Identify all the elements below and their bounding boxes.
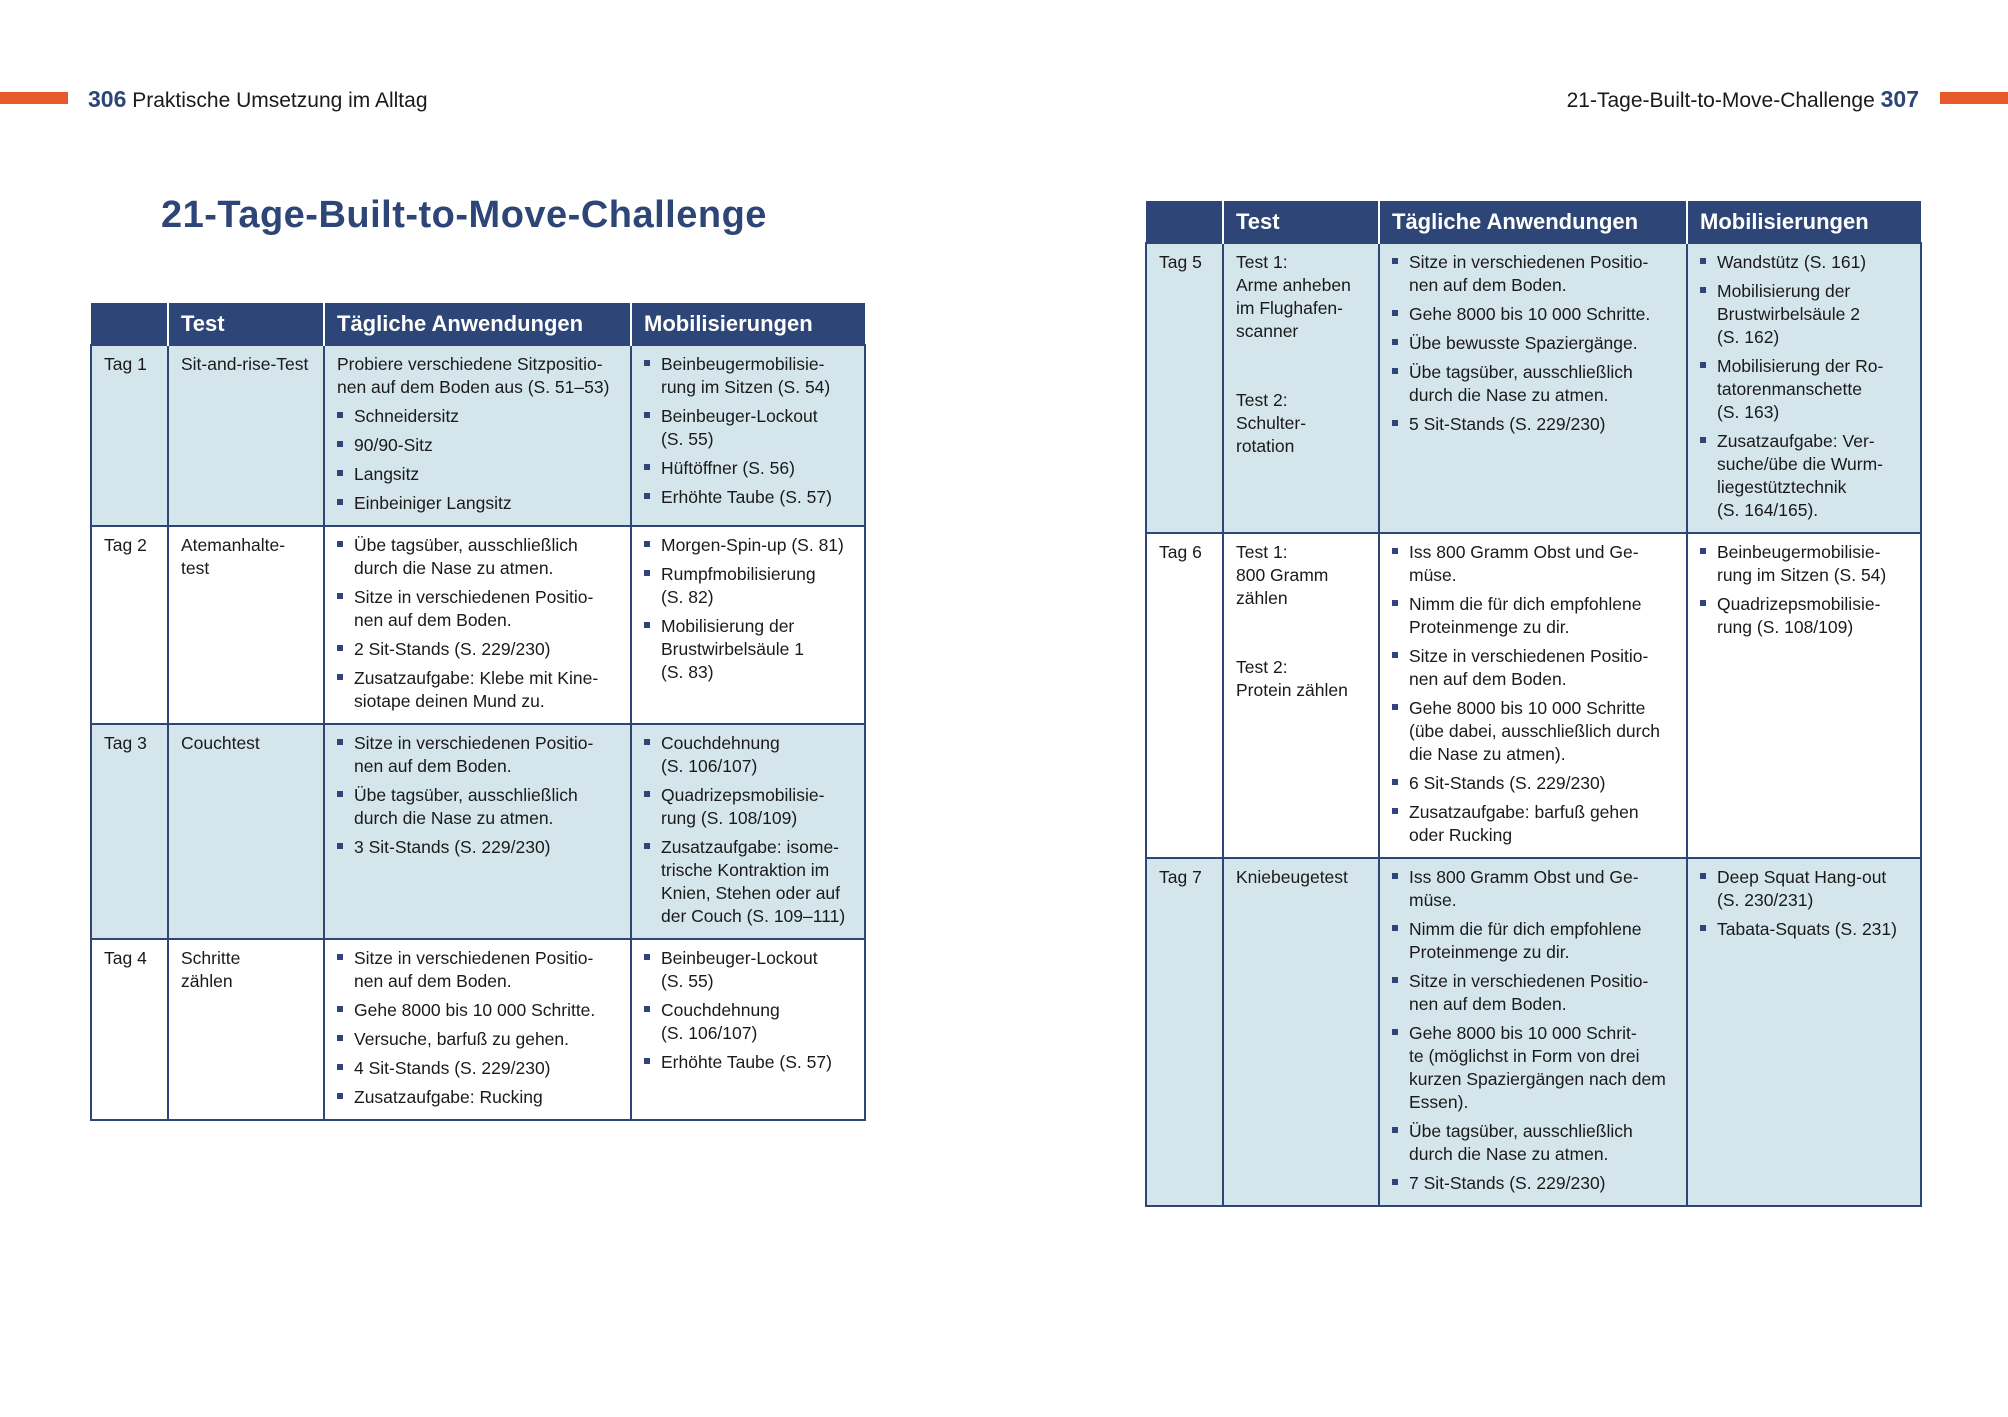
list-item: Morgen-Spin-up (S. 81) <box>644 534 852 557</box>
test-text: Test 1: Arme anheben im Flughafen- scanner <box>1236 252 1351 341</box>
applications-list <box>337 732 618 859</box>
list-item: Übe tagsüber, ausschließlich durch die Nase zu atmen. <box>1392 361 1674 407</box>
column-header: Test <box>1223 201 1379 243</box>
mobilizations-cell <box>631 724 865 939</box>
list-item: Sitze in verschiedenen Positio- nen auf dem Boden. <box>1392 970 1674 1016</box>
list-item: Zusatzaufgabe: isome- trische Kontraktion im Knien, Stehen oder auf der Couch (S. 109–111) <box>644 836 852 928</box>
list-item: 4 Sit-Stands (S. 229/230) <box>337 1057 618 1080</box>
running-head-right-text: 21-Tage-Built-to-Move-Challenge <box>1566 89 1875 112</box>
day-cell: Tag 5 <box>1146 243 1223 533</box>
list-item: Rumpfmobilisierung (S. 82) <box>644 563 852 609</box>
list-item: Übe tagsüber, ausschließlich durch die Nase zu atmen. <box>337 784 618 830</box>
header-row <box>1146 201 1921 243</box>
mobilizations-cell <box>631 345 865 526</box>
list-item: Sitze in verschiedenen Positio- nen auf dem Boden. <box>1392 251 1674 297</box>
table-row <box>91 526 865 724</box>
column-header <box>91 303 168 345</box>
list-item: Schneidersitz <box>337 405 618 428</box>
day-cell: Tag 3 <box>91 724 168 939</box>
list-item: Iss 800 Gramm Obst und Ge- müse. <box>1392 866 1674 912</box>
list-item: Beinbeugermobilisie- rung im Sitzen (S. 54) <box>1700 541 1908 587</box>
day-cell: Tag 6 <box>1146 533 1223 858</box>
list-item: Zusatzaufgabe: barfuß gehen oder Rucking <box>1392 801 1674 847</box>
daily-applications-cell <box>1379 533 1687 858</box>
list-item: Übe bewusste Spaziergänge. <box>1392 332 1674 355</box>
list-item: Nimm die für dich empfohlene Proteinmenge zu dir. <box>1392 918 1674 964</box>
mobilizations-cell <box>631 939 865 1120</box>
applications-list <box>337 405 618 515</box>
list-item: 5 Sit-Stands (S. 229/230) <box>1392 413 1674 436</box>
list-item: Übe tagsüber, ausschließlich durch die Nase zu atmen. <box>337 534 618 580</box>
applications-list <box>337 534 618 713</box>
test-cell <box>168 526 324 724</box>
list-item: Couchdehnung (S. 106/107) <box>644 732 852 778</box>
mobilizations-list <box>644 732 852 928</box>
list-item: Erhöhte Taube (S. 57) <box>644 486 852 509</box>
list-item: Gehe 8000 bis 10 000 Schritte. <box>337 999 618 1022</box>
table-row <box>91 345 865 526</box>
page-number-left: 306 <box>88 86 127 112</box>
daily-applications-cell <box>1379 243 1687 533</box>
list-item: Zusatzaufgabe: Ver- suche/übe die Wurm- liegestütztechnik (S. 164/165). <box>1700 430 1908 522</box>
list-item: Sitze in verschiedenen Positio- nen auf dem Boden. <box>337 947 618 993</box>
list-item: Gehe 8000 bis 10 000 Schrit- te (möglichst in Form von drei kurzen Spaziergängen nach dem Essen). <box>1392 1022 1674 1114</box>
mobilizations-cell <box>1687 243 1921 533</box>
test-text: Test 2: Protein zählen <box>1236 657 1348 700</box>
mobilizations-list <box>644 947 852 1074</box>
list-item: Beinbeugermobilisie- rung im Sitzen (S. 54) <box>644 353 852 399</box>
list-item: 90/90-Sitz <box>337 434 618 457</box>
list-item: Mobilisierung der Ro- tatorenmanschette (S. 163) <box>1700 355 1908 424</box>
test-cell <box>168 939 324 1120</box>
test-text: Test 1: 800 Gramm zählen <box>1236 542 1329 608</box>
mobilizations-list <box>644 534 852 684</box>
test-text: Kniebeugetest <box>1236 867 1348 887</box>
mobilizations-cell <box>631 526 865 724</box>
list-item: Gehe 8000 bis 10 000 Schritte. <box>1392 303 1674 326</box>
challenge-table-days-1-4 <box>90 303 866 1121</box>
list-item: Hüftöffner (S. 56) <box>644 457 852 480</box>
test-cell <box>1223 533 1379 858</box>
table-row <box>1146 243 1921 533</box>
mobilizations-list <box>1700 541 1908 639</box>
list-item: Versuche, barfuß zu gehen. <box>337 1028 618 1051</box>
applications-list <box>1392 541 1674 847</box>
list-item: Beinbeuger-Lockout (S. 55) <box>644 405 852 451</box>
test-text: Atemanhalte- test <box>181 535 286 578</box>
applications-list <box>1392 866 1674 1195</box>
test-cell <box>168 345 324 526</box>
list-item: Iss 800 Gramm Obst und Ge- müse. <box>1392 541 1674 587</box>
list-item: Wandstütz (S. 161) <box>1700 251 1908 274</box>
table-row <box>91 939 865 1120</box>
list-item: Deep Squat Hang-out (S. 230/231) <box>1700 866 1908 912</box>
daily-applications-cell <box>324 724 631 939</box>
list-item: Gehe 8000 bis 10 000 Schritte (übe dabei, ausschließlich durch die Nase zu atmen). <box>1392 697 1674 766</box>
test-cell <box>1223 858 1379 1206</box>
column-header: Mobilisierungen <box>631 303 865 345</box>
orange-marker-right <box>1940 92 2008 104</box>
list-item: Beinbeuger-Lockout (S. 55) <box>644 947 852 993</box>
header-row <box>91 303 865 345</box>
list-item: Sitze in verschiedenen Positio- nen auf dem Boden. <box>337 586 618 632</box>
list-item: Quadrizepsmobilisie- rung (S. 108/109) <box>1700 593 1908 639</box>
day-cell: Tag 1 <box>91 345 168 526</box>
mobilizations-list <box>1700 866 1908 941</box>
day-cell: Tag 7 <box>1146 858 1223 1206</box>
list-item: Tabata-Squats (S. 231) <box>1700 918 1908 941</box>
running-head-left-text: Praktische Umsetzung im Alltag <box>132 89 428 112</box>
table-row <box>91 724 865 939</box>
list-item: Mobilisierung der Brustwirbelsäule 2 (S. 162) <box>1700 280 1908 349</box>
column-header: Tägliche Anwendungen <box>1379 201 1687 243</box>
daily-applications-cell <box>324 939 631 1120</box>
spacer <box>1236 610 1366 656</box>
page-number-right: 307 <box>1880 86 1919 112</box>
spacer <box>1236 343 1366 389</box>
challenge-table-days-5-7 <box>1145 201 1922 1207</box>
daily-applications-cell <box>324 526 631 724</box>
column-header: Tägliche Anwendungen <box>324 303 631 345</box>
list-item: Erhöhte Taube (S. 57) <box>644 1051 852 1074</box>
list-item: 6 Sit-Stands (S. 229/230) <box>1392 772 1674 795</box>
list-item: 2 Sit-Stands (S. 229/230) <box>337 638 618 661</box>
column-header: Mobilisierungen <box>1687 201 1921 243</box>
orange-marker-left <box>0 92 68 104</box>
test-text: Sit-and-rise-Test <box>181 354 309 374</box>
daily-applications-cell <box>1379 858 1687 1206</box>
list-item: Quadrizepsmobilisie- rung (S. 108/109) <box>644 784 852 830</box>
running-head-right <box>1567 84 1919 116</box>
applications-list <box>337 947 618 1109</box>
list-item: Mobilisierung der Brustwirbelsäule 1 (S. 83) <box>644 615 852 684</box>
column-header <box>1146 201 1223 243</box>
mobilizations-cell <box>1687 858 1921 1206</box>
test-text: Couchtest <box>181 733 260 753</box>
list-item: Zusatzaufgabe: Klebe mit Kine- siotape deinen Mund zu. <box>337 667 618 713</box>
applications-list <box>1392 251 1674 436</box>
list-item: Sitze in verschiedenen Positio- nen auf dem Boden. <box>1392 645 1674 691</box>
list-item: Übe tagsüber, ausschließlich durch die Nase zu atmen. <box>1392 1120 1674 1166</box>
list-item: Zusatzaufgabe: Rucking <box>337 1086 618 1109</box>
list-item: Couchdehnung (S. 106/107) <box>644 999 852 1045</box>
applications-intro: Probiere verschiedene Sitzpositio- nen auf dem Boden aus (S. 51–53) <box>337 354 610 397</box>
mobilizations-cell <box>1687 533 1921 858</box>
list-item: Langsitz <box>337 463 618 486</box>
list-item: Nimm die für dich empfohlene Proteinmenge zu dir. <box>1392 593 1674 639</box>
test-text: Schritte zählen <box>181 948 241 991</box>
table-row <box>1146 533 1921 858</box>
list-item: Einbeiniger Langsitz <box>337 492 618 515</box>
test-text: Test 2: Schulter- rotation <box>1236 390 1307 456</box>
mobilizations-list <box>1700 251 1908 522</box>
test-cell <box>1223 243 1379 533</box>
table-row <box>1146 858 1921 1206</box>
list-item: 3 Sit-Stands (S. 229/230) <box>337 836 618 859</box>
mobilizations-list <box>644 353 852 509</box>
test-cell <box>168 724 324 939</box>
column-header: Test <box>168 303 324 345</box>
list-item: 7 Sit-Stands (S. 229/230) <box>1392 1172 1674 1195</box>
list-item: Sitze in verschiedenen Positio- nen auf dem Boden. <box>337 732 618 778</box>
running-head-left <box>88 84 428 116</box>
daily-applications-cell <box>324 345 631 526</box>
page-title: 21-Tage-Built-to-Move-Challenge <box>161 194 767 236</box>
day-cell: Tag 2 <box>91 526 168 724</box>
day-cell: Tag 4 <box>91 939 168 1120</box>
